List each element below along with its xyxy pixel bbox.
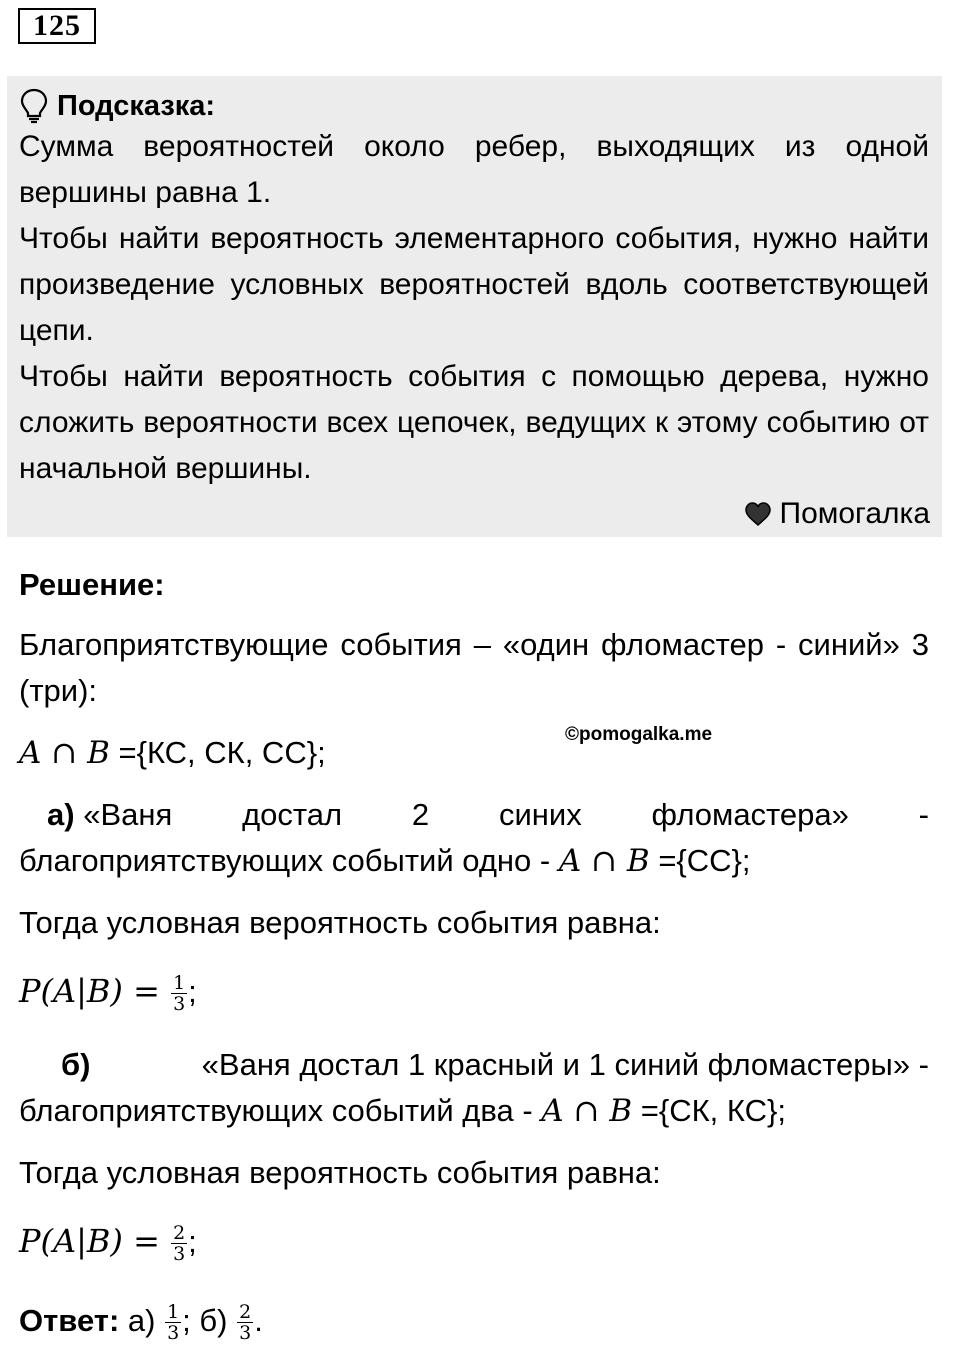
set-all-line (19, 730, 929, 776)
answer-end: . (254, 1303, 263, 1338)
part-b-text: «Ваня достал 1 красный и 1 синий фломастеры» - (201, 1047, 929, 1082)
heart-icon (744, 502, 772, 526)
fraction-denominator: 3 (173, 993, 186, 1016)
fraction-denominator: 3 (167, 1322, 180, 1345)
part-a-set: ={СС}; (658, 843, 751, 878)
part-a-formula-line (19, 968, 929, 1015)
fraction-numerator: 2 (239, 1301, 252, 1324)
part-a-word: «Ваня (83, 797, 173, 832)
fraction-numerator: 1 (173, 972, 186, 995)
answer-a-prefix: а) (119, 1303, 165, 1338)
fraction-denominator: 3 (239, 1322, 252, 1345)
part-a-line1 (19, 792, 929, 838)
part-b-line1 (19, 1042, 929, 1088)
part-b-formula-line (19, 1218, 929, 1265)
brand-name: Помогалка (779, 497, 930, 530)
answer-label: Ответ: (19, 1303, 120, 1338)
part-a-line2 (19, 838, 929, 884)
fraction-numerator: 1 (167, 1301, 180, 1324)
fraction-numerator: 2 (173, 1222, 186, 1245)
answer-line (19, 1298, 929, 1344)
part-a-word: достал (242, 797, 343, 832)
part-b-count-text: благоприятствующих событий два - (19, 1093, 542, 1128)
part-a-lead (19, 792, 172, 838)
part-b-set: ={СК, КС}; (640, 1093, 786, 1128)
part-a-count-text: благоприятствующих событий одно - (19, 843, 559, 878)
part-a-word: 2 (411, 797, 430, 832)
part-b-expression: A ∩ B (541, 1093, 633, 1129)
part-a-expression: A ∩ B (558, 843, 650, 879)
part-b-line2 (19, 1088, 929, 1134)
set-expression: A ∩ B (19, 735, 110, 771)
part-a-label: а) (47, 797, 75, 832)
hint-title (19, 86, 215, 126)
part-a-word: синих (498, 797, 582, 832)
task-number: 125 (18, 8, 96, 44)
part-b-label: б) (61, 1047, 91, 1082)
part-a-word: - (918, 797, 929, 832)
part-a-word: фломастера» (651, 797, 849, 832)
hint-line: Сумма вероятностей около ребер, выходящих из одной вершины равна 1. (19, 130, 929, 209)
part-b-tail: ; (188, 1224, 197, 1259)
part-b-formula: P(A|B) = (19, 1222, 171, 1260)
hint-text (19, 124, 929, 492)
part-b-cond-text: Тогда условная вероятность события равна: (19, 1155, 661, 1190)
hint-title-text: Подсказка: (57, 90, 216, 122)
solution-intro: Благоприятствующие события – «один фломастер - синий» 3 (три): (19, 627, 929, 708)
part-a-cond-text: Тогда условная вероятность события равна: (19, 905, 661, 940)
hint-box (7, 76, 942, 537)
solution-title: Решение: (19, 567, 165, 602)
answer-a-fraction (165, 1302, 181, 1343)
part-a-formula: P(A|B) = (19, 972, 171, 1010)
answer-separator: ; б) (182, 1303, 237, 1338)
set-value: ={КС, СК, СС}; (118, 735, 326, 770)
lightbulb-icon (19, 88, 49, 124)
hint-line: Чтобы найти вероятность события с помощью дерева, нужно сложить вероятности всех цепочек, ведущих к этому событию от начальной вершины. (19, 360, 929, 485)
brand-credit (744, 494, 931, 534)
hint-line: Чтобы найти вероятность элементарного события, нужно найти произведение условных вероятностей вдоль соответствующей цепи. (19, 222, 929, 347)
watermark: ©pomogalka.me (565, 724, 713, 745)
part-b-fraction (171, 1223, 187, 1264)
part-a-tail: ; (188, 974, 197, 1009)
fraction-denominator: 3 (173, 1243, 186, 1266)
answer-b-fraction (237, 1302, 253, 1343)
part-a-fraction (171, 973, 187, 1014)
